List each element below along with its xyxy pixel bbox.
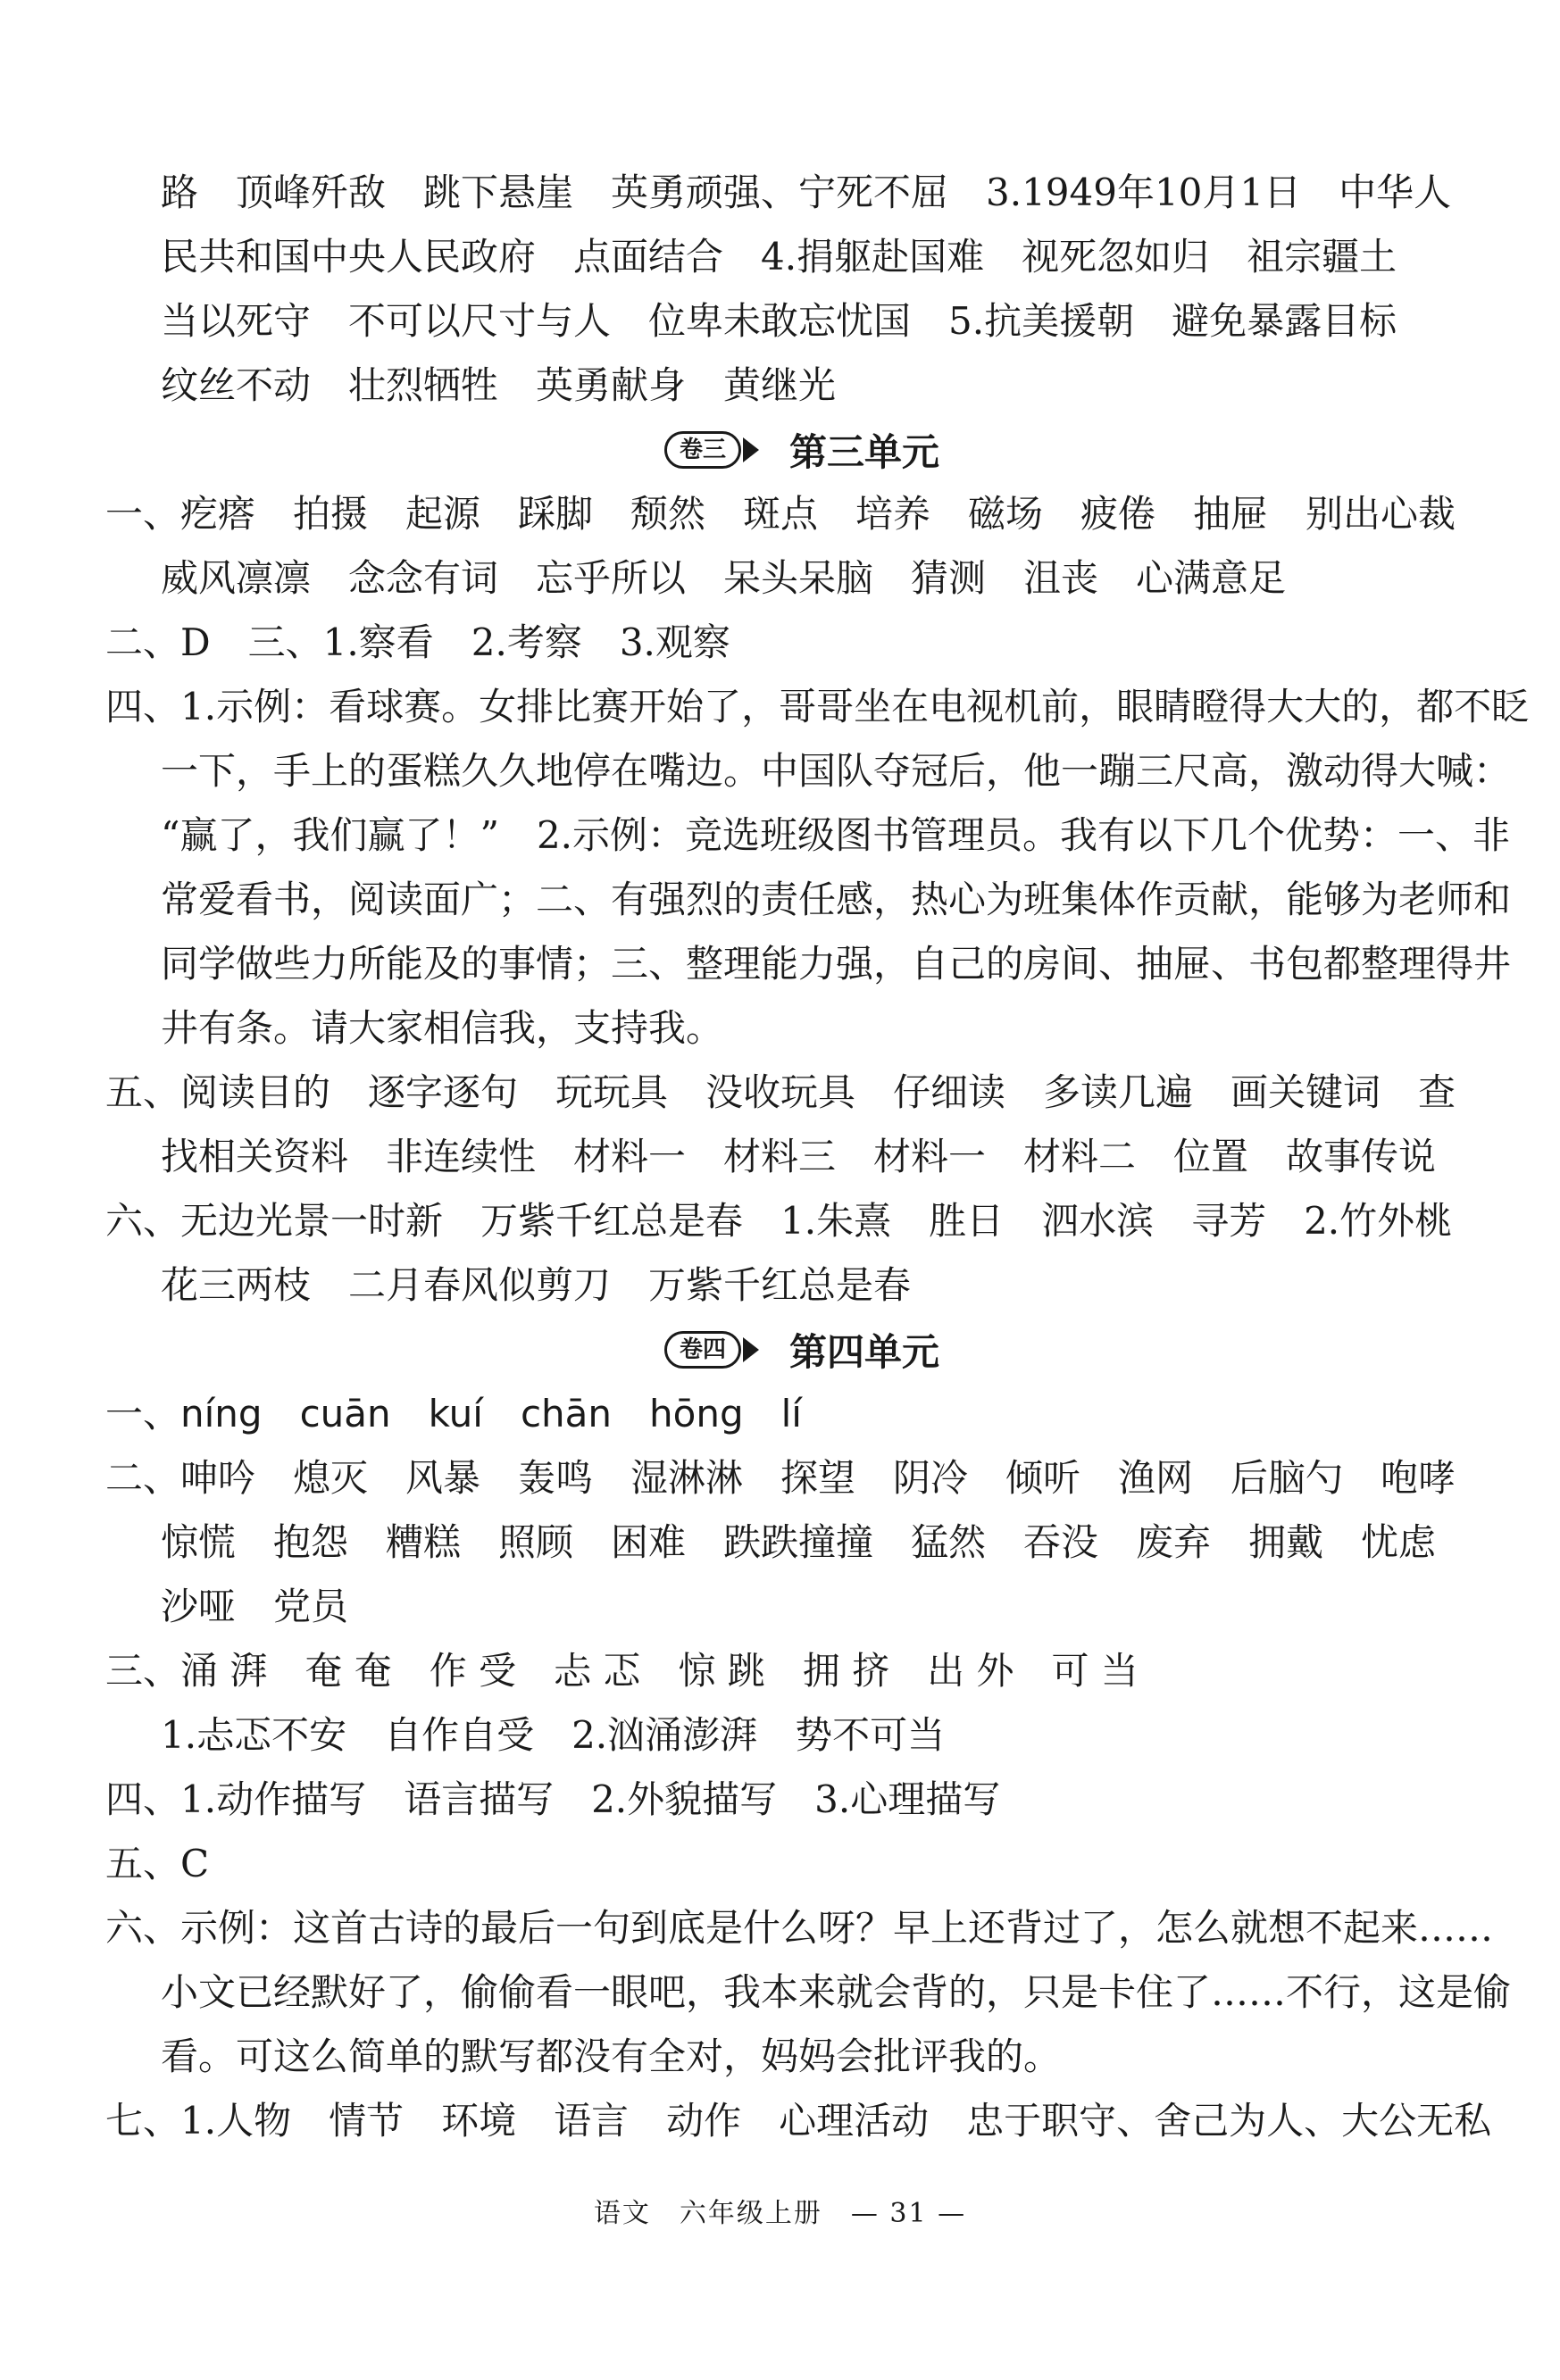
text-line: 六、示例：这首古诗的最后一句到底是什么呀？早上还背过了，怎么就想不起来…… bbox=[105, 1906, 1494, 1950]
answer-content bbox=[105, 161, 1530, 2153]
pinyin-prefix: 一、 bbox=[105, 1392, 181, 1435]
unit4-badge bbox=[664, 1331, 759, 1369]
arrow-icon bbox=[743, 437, 759, 462]
text-line: 民共和国中央人民政府 点面结合 4.捐躯赴国难 视死忽如归 祖宗疆土 bbox=[161, 235, 1397, 279]
pinyin-answers: níng cuān kuí chān hōng lí bbox=[180, 1392, 802, 1435]
text-line: 五、阅读目的 逐字逐句 玩玩具 没收玩具 仔细读 多读几遍 画关键词 查 bbox=[105, 1070, 1456, 1114]
text-line: 1.忐忑不安 自作自受 2.汹涌澎湃 势不可当 bbox=[161, 1713, 946, 1757]
unit3-title: 第三单元 bbox=[789, 430, 940, 474]
text-line: 当以死守 不可以尺寸与人 位卑未敢忘忧国 5.抗美援朝 避免暴露目标 bbox=[161, 299, 1397, 343]
text-line: 同学做些力所能及的事情；三、整理能力强，自己的房间、抽屉、书包都整理得井 bbox=[161, 942, 1512, 986]
page-footer: 语文 六年级上册 — 31 — bbox=[593, 2198, 967, 2229]
text-line: “赢了，我们赢了！” 2.示例：竞选班级图书管理员。我有以下几个优势：一、非 bbox=[161, 813, 1511, 857]
unit4-heading bbox=[105, 1318, 1498, 1382]
text-line: 小文已经默好了，偷偷看一眼吧，我本来就会背的，只是卡住了……不行，这是偷 bbox=[161, 1970, 1512, 2014]
text-line: 五、C bbox=[105, 1842, 210, 1885]
text-line: 花三两枝 二月春风似剪刀 万紫千红总是春 bbox=[161, 1263, 912, 1307]
text-line: 一、疙瘩 拍摄 起源 踩脚 颓然 斑点 培养 磁场 疲倦 抽屉 别出心裁 bbox=[105, 492, 1456, 536]
text-line: 找相关资料 非连续性 材料一 材料三 材料一 材料二 位置 故事传说 bbox=[161, 1135, 1437, 1178]
text-line: 一下，手上的蛋糕久久地停在嘴边。中国队夺冠后，他一蹦三尺高，激动得大喊： bbox=[161, 749, 1512, 793]
text-line: 七、1.人物 情节 环境 语言 动作 心理活动 忠于职守、舍己为人、大公无私 bbox=[105, 2099, 1492, 2143]
text-line: 三、涌 湃 奄 奄 作 受 忐 忑 惊 跳 拥 挤 出 外 可 当 bbox=[105, 1649, 1139, 1693]
text-line: 惊慌 抱怨 糟糕 照顾 困难 跌跌撞撞 猛然 吞没 废弃 拥戴 忧虑 bbox=[161, 1520, 1437, 1564]
text-line: 二、D 三、1.察看 2.考察 3.观察 bbox=[105, 620, 730, 664]
unit4-badge-label: 卷四 bbox=[664, 1331, 741, 1369]
unit3-badge bbox=[664, 431, 759, 469]
text-line: 六、无边光景一时新 万紫千红总是春 1.朱熹 胜日 泗水滨 寻芳 2.竹外桃 bbox=[105, 1199, 1453, 1243]
unit3-badge-label: 卷三 bbox=[664, 431, 741, 469]
text-line: 常爱看书，阅读面广；二、有强烈的责任感，热心为班集体作贡献，能够为老师和 bbox=[161, 878, 1512, 921]
unit3-heading bbox=[105, 418, 1498, 482]
text-line: 纹丝不动 壮烈牺牲 英勇献身 黄继光 bbox=[161, 363, 837, 407]
text-line: 井有条。请大家相信我，支持我。 bbox=[161, 1006, 724, 1050]
text-line: 二、呻吟 熄灭 风暴 轰鸣 湿淋淋 探望 阴冷 倾听 渔网 后脑勺 咆哮 bbox=[105, 1456, 1456, 1500]
pinyin-line bbox=[105, 1382, 1498, 1446]
text-line: 四、1.动作描写 语言描写 2.外貌描写 3.心理描写 bbox=[105, 1777, 1001, 1821]
unit4-title: 第四单元 bbox=[789, 1330, 940, 1374]
text-line: 看。可这么简单的默写都没有全对，妈妈会批评我的。 bbox=[161, 2035, 1062, 2078]
arrow-icon bbox=[743, 1337, 759, 1362]
text-line: 四、1.示例：看球赛。女排比赛开始了，哥哥坐在电视机前，眼睛瞪得大大的，都不眨 bbox=[105, 685, 1530, 728]
text-line: 威风凛凛 念念有词 忘乎所以 呆头呆脑 猜测 沮丧 心满意足 bbox=[161, 556, 1287, 600]
text-line: 沙哑 党员 bbox=[161, 1585, 349, 1628]
text-line: 路 顶峰歼敌 跳下悬崖 英勇顽强、宁死不屈 3.1949年10月1日 中华人 bbox=[161, 171, 1452, 214]
